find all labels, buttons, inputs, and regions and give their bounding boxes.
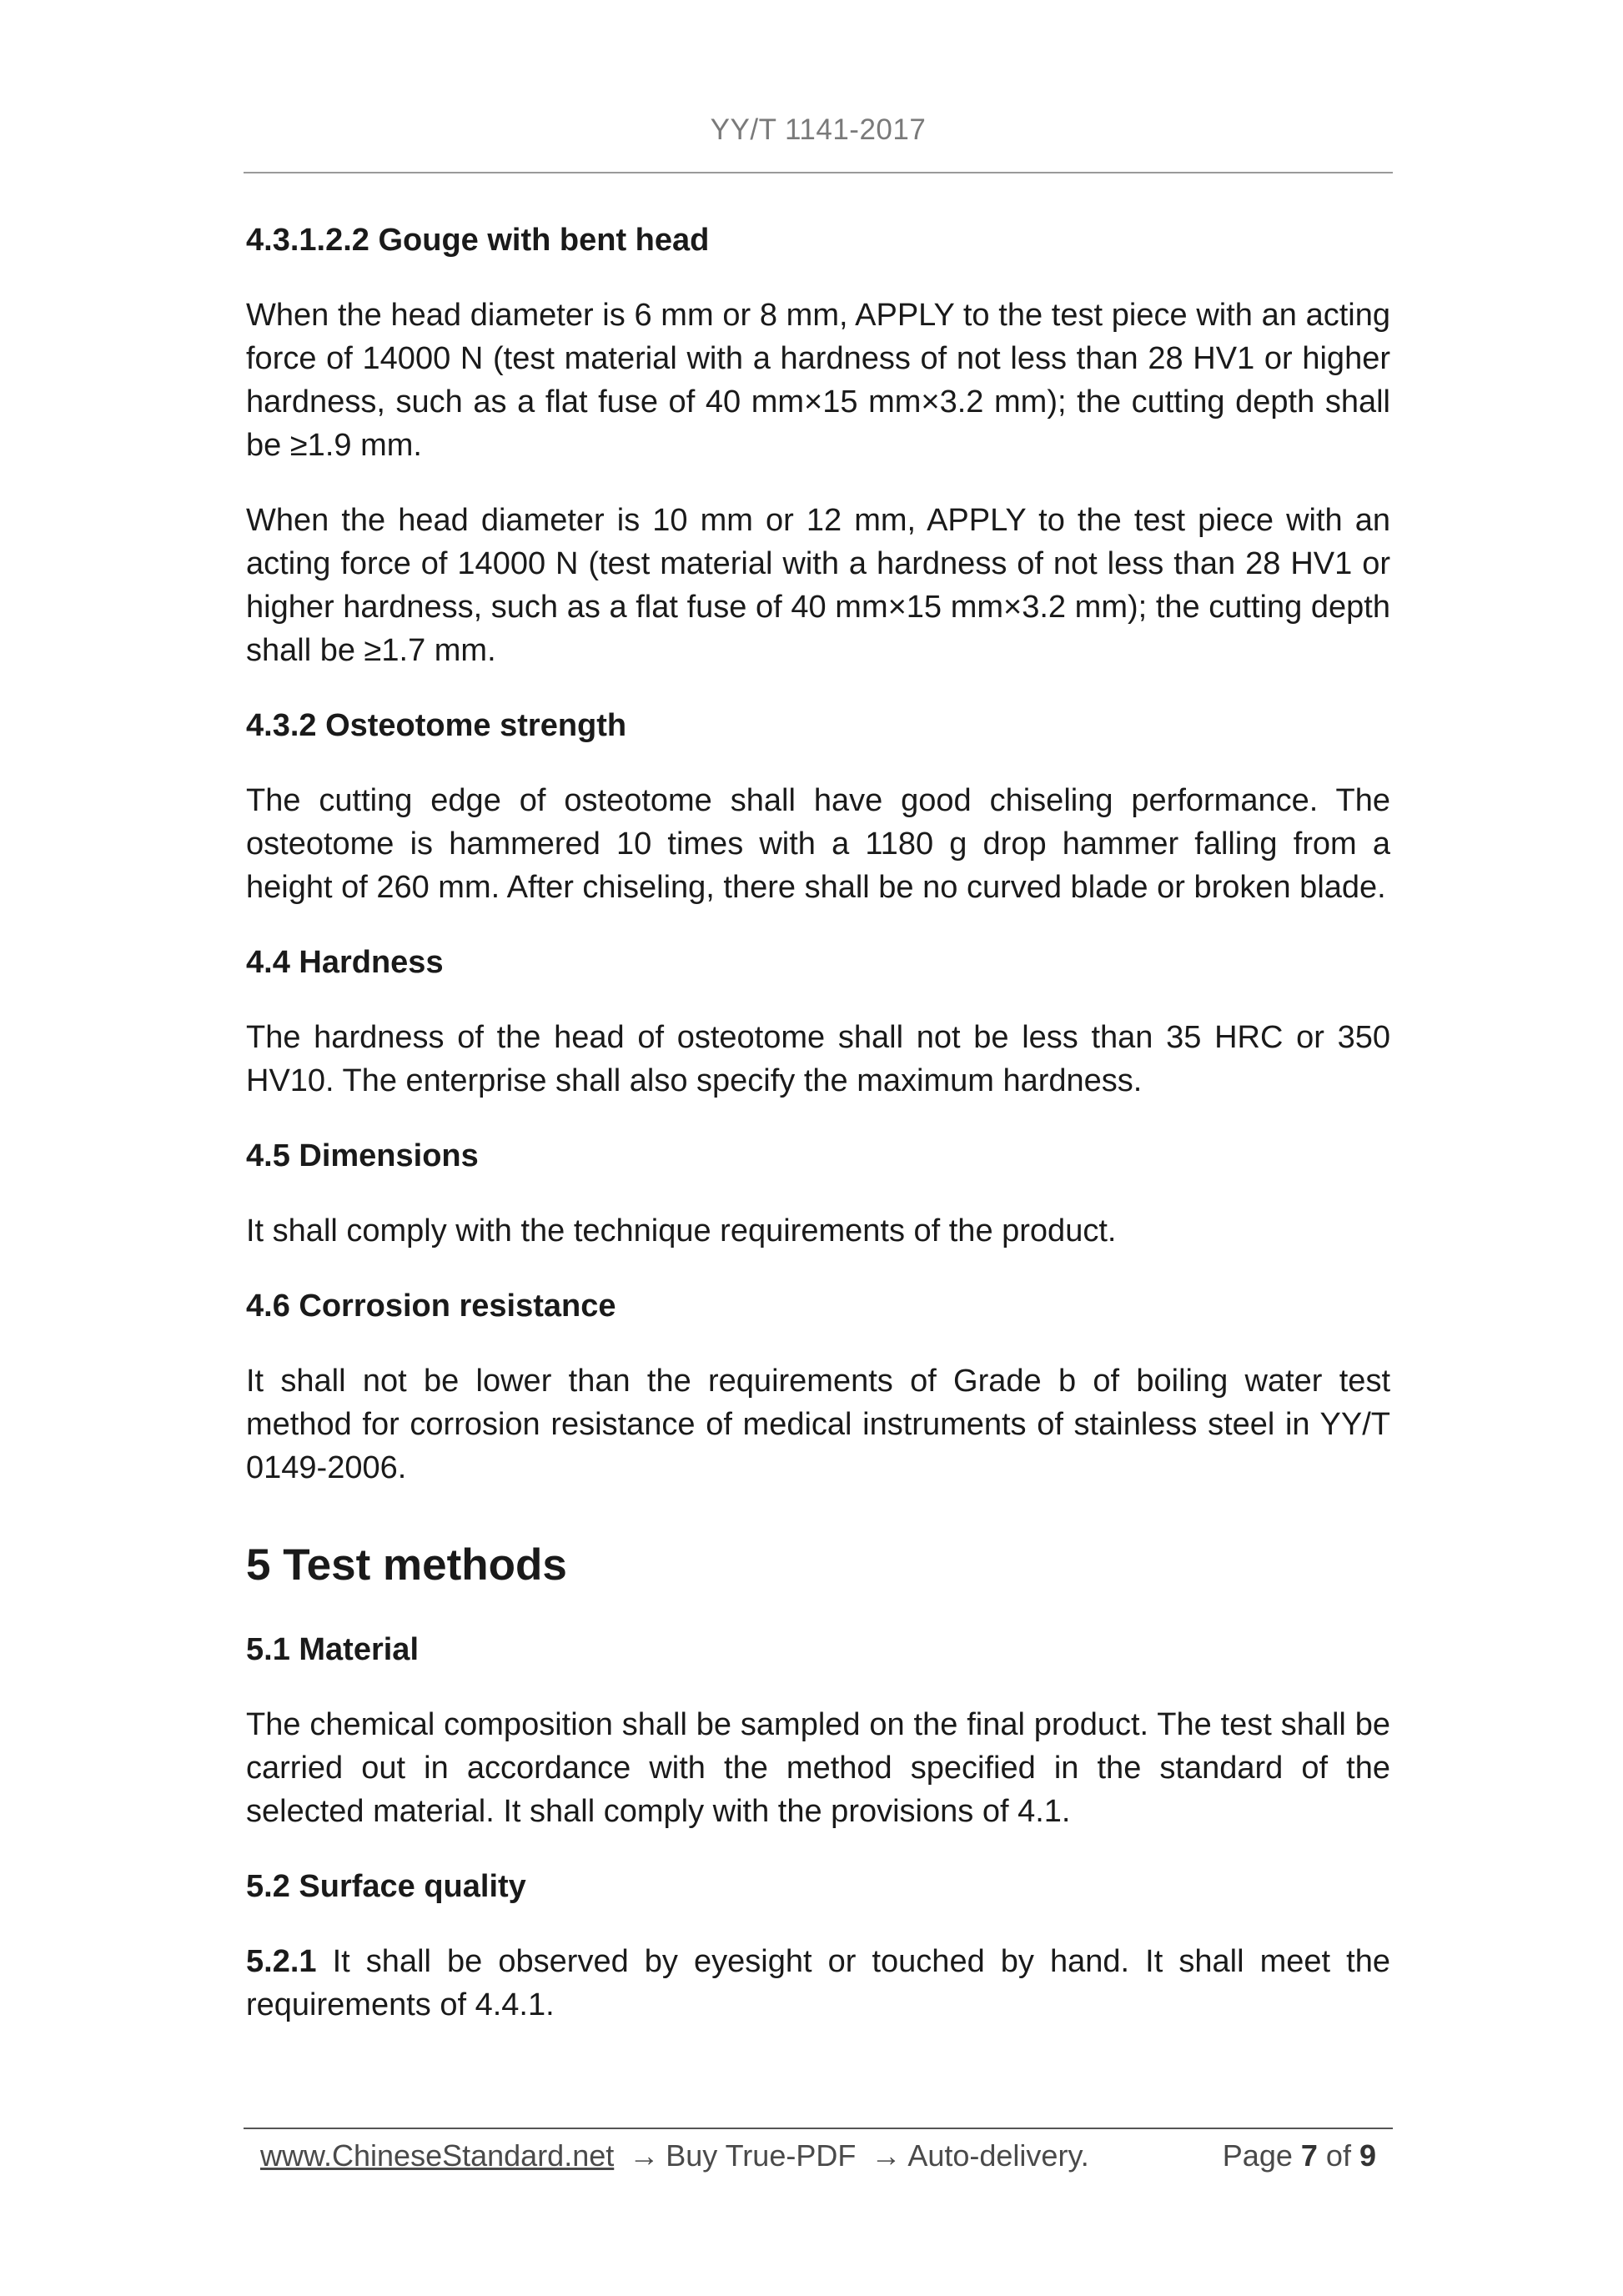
heading-4-5: 4.5 Dimensions (246, 1138, 479, 1173)
paragraph-5-2-1 (246, 1940, 1390, 2027)
clause-text: It shall be observed by eyesight or touched by hand. It shall meet the requirements of 4.4.1. (246, 1944, 1390, 2022)
website-link[interactable]: www.ChineseStandard.net (260, 2138, 615, 2173)
heading-4-3-1-2-2: 4.3.1.2.2 Gouge with bent head (246, 223, 710, 258)
chapter-heading-5: 5 Test methods (246, 1540, 567, 1590)
paragraph-osteotome-strength: The cutting edge of osteotome shall have good chiseling performance. The osteotome is hammered 10 times with a 1180 g drop hammer falling from a height of 260 mm. After chiseling, there shall be no curved blade or broken blade. (246, 783, 1390, 905)
total-pages: 9 (1359, 2138, 1376, 2173)
heading-4-4: 4.4 Hardness (246, 945, 444, 980)
page-footer (260, 2137, 1376, 2175)
heading-5-1: 5.1 Material (246, 1632, 419, 1667)
arrow-right-icon: → (629, 2138, 660, 2173)
page-word: Page (1222, 2138, 1293, 2173)
heading-5-2: 5.2 Surface quality (246, 1869, 526, 1904)
footer-divider (244, 2128, 1393, 2129)
current-page: 7 (1300, 2138, 1318, 2173)
header-divider (244, 172, 1393, 173)
heading-4-6: 4.6 Corrosion resistance (246, 1289, 616, 1324)
clause-number: 5.2.1 (246, 1944, 317, 1979)
delivery-text: Auto-delivery. (907, 2138, 1089, 2173)
of-word: of (1325, 2138, 1351, 2173)
paragraph-gouge-6-8mm: When the head diameter is 6 mm or 8 mm, APPLY to the test piece with an acting force of 14000 N (test material with a hardness of not less than 28 HV1 or higher hardness, such as a flat fuse of 40 mm×15 mm×3.2 mm); the cutting depth shall be ≥1.9 mm. (246, 298, 1390, 463)
running-header: YY/T 1141-2017 (710, 113, 927, 146)
buy-text: Buy True-PDF (666, 2138, 857, 2173)
paragraph-corrosion: It shall not be lower than the requirements of Grade b of boiling water test method for corrosion resistance of medical instruments of stainless steel in YY/T 0149-2006. (246, 1364, 1390, 1485)
paragraph-gouge-10-12mm: When the head diameter is 10 mm or 12 mm, APPLY to the test piece with an acting force of 14000 N (test material with a hardness of not less than 28 HV1 or higher hardness, such as a flat fuse of 40 mm×15 mm×3.2 mm); the cutting depth shall be ≥1.7 mm. (246, 503, 1390, 668)
page-body (246, 219, 1390, 2058)
arrow-right-icon: → (871, 2138, 902, 2173)
paragraph-hardness: The hardness of the head of osteotome shall not be less than 35 HRC or 350 HV10. The enterprise shall also specify the maximum hardness. (246, 1020, 1390, 1098)
page-number (1223, 2137, 1376, 2175)
heading-4-3-2: 4.3.2 Osteotome strength (246, 708, 627, 743)
paragraph-material: The chemical composition shall be sampled on the final product. The test shall be carried out in accordance with the method specified in the standard of the selected material. It shall comply with the provisions of 4.1. (246, 1707, 1390, 1829)
footer-left (260, 2137, 1089, 2175)
paragraph-dimensions: It shall comply with the technique requirements of the product. (246, 1213, 1117, 1248)
